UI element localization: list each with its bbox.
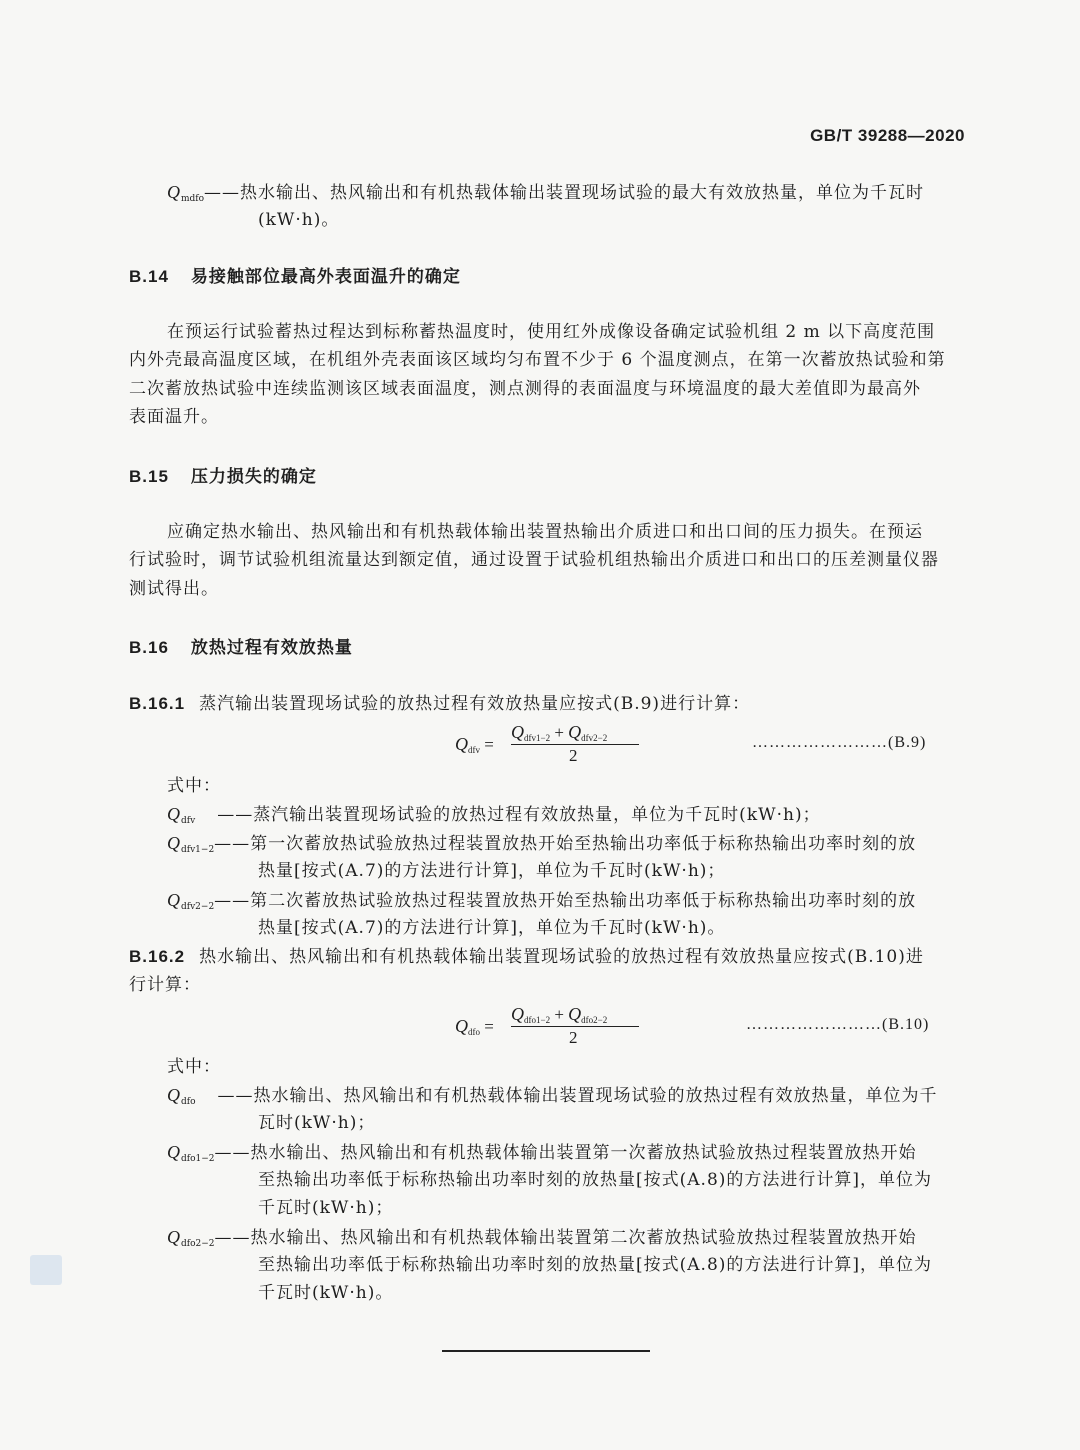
symbol: Q [167,890,181,910]
where-label: 式中： [167,1057,221,1077]
subscript: dfv2−2 [181,902,215,912]
definition-continuation: 千瓦时(kW·h)。 [258,1283,394,1303]
definition-text: ——热水输出、热风输出和有机热载体输出装置现场试验的放热过程有效放热量，单位为千 [217,1086,938,1106]
subscript: dfo1−2 [524,1015,551,1025]
watermark-logo [30,1255,62,1285]
definition-continuation: 瓦时(kW·h)； [258,1113,376,1133]
definition-continuation: 至热输出功率低于标称热输出功率时刻的放热量[按式(A.8)的方法进行计算]，单位为 [258,1170,933,1190]
plus-sign: + [554,1005,564,1024]
plus-sign: + [554,723,564,742]
paragraph-line: 二次蓄放热试验中连续监测该区域表面温度，测点测得的表面温度与环境温度的最大差值即为最高外 [129,379,921,399]
subscript: dfo [468,1027,480,1037]
clause-text: 蒸汽输出装置现场试验的放热过程有效放热量应按式(B.9)进行计算： [199,694,751,714]
section-heading-b16 [129,633,353,658]
symbol: Q [167,1142,181,1162]
equation-number: ……………………(B.10) [746,1016,930,1033]
formula-denominator: 2 [569,1028,578,1047]
section-heading-b15 [129,462,317,487]
definition-text: ——热水输出、热风输出和有机热载体输出装置现场试验的最大有效放热量，单位为千瓦时 [204,183,925,203]
formula-denominator: 2 [569,746,578,765]
definition-text: ——第二次蓄放热试验放热过程装置放热开始至热输出功率低于标称热输出功率时刻的放 [214,891,917,911]
section-number: B.16 [129,638,169,657]
section-title: 压力损失的确定 [190,467,317,487]
definition-text: ——热水输出、热风输出和有机热载体输出装置第一次蓄放热试验放热过程装置放热开始 [214,1143,917,1163]
formula-lhs [455,1016,494,1037]
symbol: Q [455,1016,468,1036]
subscript: dfo2−2 [181,1239,215,1249]
subscript: dfo1−2 [181,1154,215,1164]
symbol: Q [167,833,181,853]
definition-text: ——第一次蓄放热试验放热过程装置放热开始至热输出功率低于标称热输出功率时刻的放 [214,834,917,854]
definition-text: ——蒸汽输出装置现场试验的放热过程有效放热量，单位为千瓦时(kW·h)； [217,805,821,825]
where-label: 式中： [167,776,221,796]
definition-continuation: 热量[按式(A.7)的方法进行计算]，单位为千瓦时(kW·h)； [258,861,726,881]
formula-lhs [455,734,494,755]
subscript: dfo2−2 [581,1015,608,1025]
subscript: mdfo [181,194,205,204]
section-number: B.14 [129,267,169,286]
symbol: Q [511,722,524,742]
clause-number: B.16.1 [129,694,186,713]
subscript: dfv1−2 [524,733,551,743]
formula-numerator [511,722,607,743]
subscript: dfv1−2 [181,845,215,855]
document-number: GB/T 39288—2020 [810,126,965,145]
symbol: Q [167,1227,181,1247]
subscript: dfv [181,816,196,826]
definition-continuation: (kW·h)。 [258,210,340,230]
fraction-bar [511,1026,639,1027]
section-number: B.15 [129,467,169,486]
clause-continuation: 行计算： [129,975,201,995]
clause-b16-2 [129,943,924,971]
paragraph-line: 行试验时，调节试验机组流量达到额定值，通过设置于试验机组热输出介质进口和出口的压差测量仪器 [129,550,939,570]
section-title: 放热过程有效放热量 [190,638,353,658]
subscript: dfv2−2 [581,733,608,743]
equals-sign: = [484,735,494,754]
definition-continuation: 至热输出功率低于标称热输出功率时刻的放热量[按式(A.8)的方法进行计算]，单位为 [258,1255,933,1275]
symbol: Q [167,182,181,202]
equation-number: ……………………(B.9) [752,734,927,751]
subscript: dfv [468,745,480,755]
clause-number: B.16.2 [129,947,186,966]
symbol: Q [511,1004,524,1024]
formula-b10 [455,1004,655,1054]
paragraph-line: 测试得出。 [129,579,219,599]
paragraph-line: 表面温升。 [129,407,219,427]
definition-continuation: 千瓦时(kW·h)； [258,1198,394,1218]
symbol: Q [568,722,582,742]
section-heading-b14 [129,262,461,287]
symbol: Q [568,1004,582,1024]
footer-rule [442,1350,650,1352]
paragraph-line: 在预运行试验蓄热过程达到标称蓄热温度时，使用红外成像设备确定试验机组 2 m 以下高度范围 [167,322,936,342]
paragraph-line: 应确定热水输出、热风输出和有机热载体输出装置热输出介质进口和出口间的压力损失。在预运 [167,522,923,542]
formula-numerator [511,1004,607,1025]
symbol: Q [455,734,468,754]
section-title: 易接触部位最高外表面温升的确定 [190,267,461,287]
definition-text: ——热水输出、热风输出和有机热载体输出装置第二次蓄放热试验放热过程装置放热开始 [214,1228,917,1248]
fraction-bar [511,744,639,745]
symbol: Q [167,804,181,824]
clause-text: 热水输出、热风输出和有机热载体输出装置现场试验的放热过程有效放热量应按式(B.10)进 [199,947,924,967]
clause-b16-1 [129,690,750,718]
subscript: dfo [181,1097,196,1107]
paragraph-line: 内外壳最高温度区域，在机组外壳表面该区域均匀布置不少于 6 个温度测点，在第一次蓄放热试验和第 [129,350,946,370]
formula-b9 [455,722,655,772]
symbol: Q [167,1085,181,1105]
equals-sign: = [484,1017,494,1036]
definition-continuation: 热量[按式(A.7)的方法进行计算]，单位为千瓦时(kW·h)。 [258,918,726,938]
